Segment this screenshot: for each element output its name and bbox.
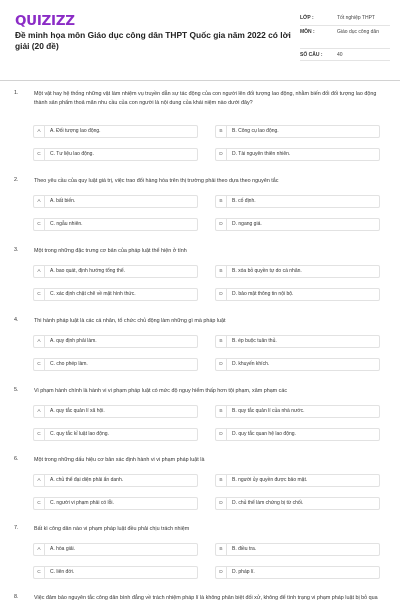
option-letter: B bbox=[216, 336, 227, 347]
option-text: B. Công cụ lao động. bbox=[232, 128, 279, 134]
option-text: C. xác định chặt chẽ về mặt hình thức. bbox=[50, 291, 136, 297]
option-letter: D bbox=[216, 149, 227, 160]
meta-row-count bbox=[300, 49, 390, 61]
question-text: Thi hành pháp luật là các cá nhân, tổ chức chủ động làm những gì mà pháp luật bbox=[34, 318, 226, 324]
option-d[interactable] bbox=[215, 497, 380, 510]
option-letter: B bbox=[216, 406, 227, 417]
meta-row-grade bbox=[300, 12, 390, 26]
question-number: 2. bbox=[14, 177, 19, 183]
option-text: B. cố định. bbox=[232, 198, 256, 204]
meta-value: 40 bbox=[337, 52, 343, 58]
option-text: B. điều tra. bbox=[232, 546, 257, 552]
option-c[interactable] bbox=[33, 218, 198, 231]
option-c[interactable] bbox=[33, 497, 198, 510]
meta-row-subject bbox=[300, 26, 390, 49]
option-letter: C bbox=[34, 359, 45, 370]
option-letter: A bbox=[34, 126, 45, 137]
option-letter: B bbox=[216, 126, 227, 137]
question-number: 1. bbox=[14, 90, 19, 96]
option-c[interactable] bbox=[33, 148, 198, 161]
option-letter: D bbox=[216, 359, 227, 370]
option-text: B. quy tắc quản lí của nhà nước. bbox=[232, 408, 305, 414]
question-number: 5. bbox=[14, 387, 19, 393]
option-letter: C bbox=[34, 498, 45, 509]
question-number: 7. bbox=[14, 525, 19, 531]
option-letter: B bbox=[216, 266, 227, 277]
option-b[interactable] bbox=[215, 265, 380, 278]
meta-key: MÔN : bbox=[300, 29, 315, 35]
meta-value: Giáo dục công dân bbox=[337, 29, 379, 35]
option-d[interactable] bbox=[215, 358, 380, 371]
question-number: 6. bbox=[14, 456, 19, 462]
header-divider bbox=[0, 80, 400, 81]
option-text: D. khuyến khích. bbox=[232, 361, 270, 367]
option-c[interactable] bbox=[33, 288, 198, 301]
option-b[interactable] bbox=[215, 543, 380, 556]
question-text: Bất kì công dân nào vi phạm pháp luật đều phải chịu trách nhiệm bbox=[34, 526, 190, 532]
option-c[interactable] bbox=[33, 566, 198, 579]
question-text: Một vật hay hệ thống những vật làm nhiệm vụ truyền dẫn sự tác động của con người lên đối tượng lao động, nhằm biến đối đối tượng lao động thành sản phẩm thoả mãn nhu cầu của con người là nội dung của khái niệm nào dưới đây? bbox=[34, 91, 377, 107]
option-a[interactable] bbox=[33, 474, 198, 487]
option-text: A. chủ thể đại diện phải ẩn danh. bbox=[50, 477, 124, 483]
option-letter: A bbox=[34, 475, 45, 486]
option-letter: A bbox=[34, 544, 45, 555]
option-d[interactable] bbox=[215, 566, 380, 579]
option-letter: A bbox=[34, 336, 45, 347]
option-letter: A bbox=[34, 266, 45, 277]
question-text: Một trong những đặc trưng cơ bản của pháp luật thể hiện ở tính bbox=[34, 248, 187, 254]
worksheet-header bbox=[0, 0, 400, 72]
option-a[interactable] bbox=[33, 195, 198, 208]
option-d[interactable] bbox=[215, 288, 380, 301]
option-letter: D bbox=[216, 498, 227, 509]
option-text: D. bảo mật thông tin nội bộ. bbox=[232, 291, 294, 297]
option-b[interactable] bbox=[215, 335, 380, 348]
option-c[interactable] bbox=[33, 428, 198, 441]
option-text: C. ngẫu nhiên. bbox=[50, 221, 83, 227]
option-d[interactable] bbox=[215, 148, 380, 161]
option-letter: A bbox=[34, 196, 45, 207]
option-a[interactable] bbox=[33, 335, 198, 348]
option-letter: C bbox=[34, 149, 45, 160]
option-text: C. cho phép làm. bbox=[50, 361, 88, 367]
option-text: A. quy tắc quản lí xã hội. bbox=[50, 408, 105, 414]
option-letter: B bbox=[216, 475, 227, 486]
option-text: A. bất biến. bbox=[50, 198, 76, 204]
option-a[interactable] bbox=[33, 125, 198, 138]
option-b[interactable] bbox=[215, 474, 380, 487]
option-text: D. quy tắc quan hệ lao động. bbox=[232, 431, 296, 437]
meta-table bbox=[300, 12, 390, 61]
option-a[interactable] bbox=[33, 543, 198, 556]
option-letter: C bbox=[34, 219, 45, 230]
option-c[interactable] bbox=[33, 358, 198, 371]
option-text: A. hòa giải. bbox=[50, 546, 76, 552]
option-a[interactable] bbox=[33, 405, 198, 418]
option-b[interactable] bbox=[215, 125, 380, 138]
meta-key: LỚP : bbox=[300, 15, 314, 21]
option-letter: D bbox=[216, 567, 227, 578]
option-text: C. liên đới. bbox=[50, 569, 75, 575]
option-letter: C bbox=[34, 289, 45, 300]
question-number: 4. bbox=[14, 317, 19, 323]
option-text: B. người ủy quyền được bảo mật. bbox=[232, 477, 308, 483]
option-letter: A bbox=[34, 406, 45, 417]
question-text: Theo yêu cầu của quy luật giá trị, việc trao đổi hàng hóa trên thị trường phải theo dựa theo nguyên tắc bbox=[34, 178, 279, 184]
option-b[interactable] bbox=[215, 405, 380, 418]
option-letter: C bbox=[34, 429, 45, 440]
option-text: D. chủ thể làm chứng bị từ chối. bbox=[232, 500, 304, 506]
meta-value: Tốt nghiệp THPT bbox=[337, 15, 375, 21]
option-letter: B bbox=[216, 196, 227, 207]
option-text: D. ngang giá. bbox=[232, 221, 262, 227]
option-letter: D bbox=[216, 429, 227, 440]
option-text: D. pháp lí. bbox=[232, 569, 255, 575]
option-text: A. quy định phải làm. bbox=[50, 338, 97, 344]
option-a[interactable] bbox=[33, 265, 198, 278]
option-text: A. Đối tượng lao động. bbox=[50, 128, 101, 134]
question-text: Việc đảm bảo nguyên tắc công dân bình đẳng về trách nhiệm pháp lí là không phân biệt đối xử, không để tình trạng vi phạm pháp luật bị bỏ qua bbox=[34, 595, 378, 600]
option-text: C. Tư liệu lao động. bbox=[50, 151, 94, 157]
option-d[interactable] bbox=[215, 428, 380, 441]
meta-key: SỐ CÂU : bbox=[300, 52, 323, 58]
option-b[interactable] bbox=[215, 195, 380, 208]
option-text: C. người vi phạm phải có lỗi. bbox=[50, 500, 114, 506]
quizizz-logo: QUIZIZZ bbox=[15, 13, 75, 29]
option-text: B. ép buộc tuân thủ. bbox=[232, 338, 277, 344]
page-title: Đề minh họa môn Giáo dục công dân THPT Quốc gia năm 2022 có lời giải (20 đề) bbox=[15, 30, 291, 51]
question-text: Vi phạm hành chính là hành vi vi phạm pháp luật có mức độ nguy hiểm thấp hơn tội phạm, xâm phạm các bbox=[34, 388, 288, 394]
option-text: D. Tài nguyên thiên nhiên. bbox=[232, 151, 291, 157]
option-text: C. quy tắc kỉ luật lao động. bbox=[50, 431, 109, 437]
option-text: A. bao quát, định hướng tổng thể. bbox=[50, 268, 126, 274]
option-letter: B bbox=[216, 544, 227, 555]
option-letter: D bbox=[216, 289, 227, 300]
question-text: Một trong những dấu hiệu cơ bản xác định hành vi vi phạm pháp luật là bbox=[34, 457, 205, 463]
option-letter: D bbox=[216, 219, 227, 230]
question-number: 3. bbox=[14, 247, 19, 253]
option-letter: C bbox=[34, 567, 45, 578]
option-d[interactable] bbox=[215, 218, 380, 231]
question-number: 8. bbox=[14, 594, 19, 600]
option-text: B. xóa bỏ quyền tự do cá nhân. bbox=[232, 268, 302, 274]
